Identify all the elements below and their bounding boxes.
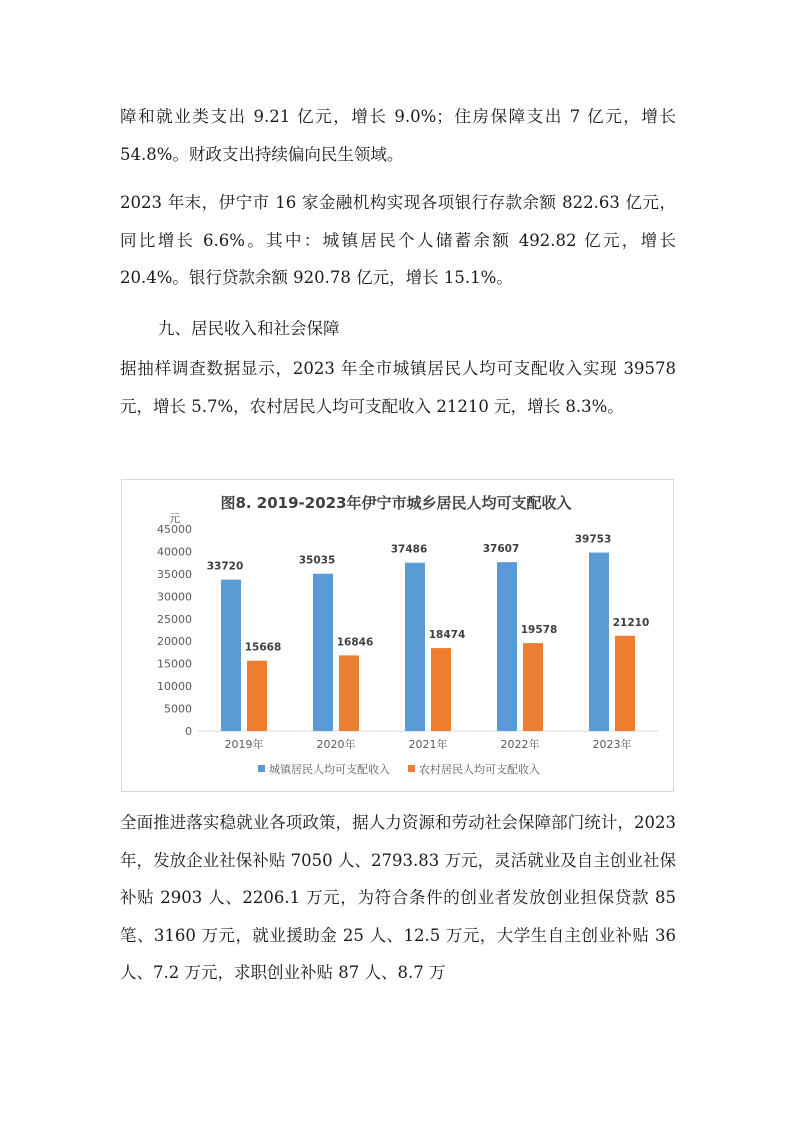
- rural-income-bar: [339, 655, 359, 731]
- urban-income-data-label: 39753: [574, 533, 612, 546]
- y-tick-label: 10000: [157, 680, 192, 694]
- urban-income-bar: [589, 553, 609, 731]
- rural-income-data-label: 18474: [428, 629, 466, 642]
- y-tick-label: 15000: [157, 657, 192, 671]
- rural-income-data-label: 21210: [612, 616, 650, 629]
- urban-income-bar: [497, 562, 517, 731]
- paragraph-income: 据抽样调查数据显示，2023 年全市城镇居民人均可支配收入实现 39578 元，增长 5.7%，农村居民人均可支配收入 21210 元，增长 8.3%。: [120, 359, 676, 416]
- urban-income-bar: [221, 580, 241, 731]
- y-axis-unit: 元: [169, 512, 180, 525]
- income-chart: [121, 479, 674, 792]
- urban-income-data-label: 33720: [206, 560, 244, 573]
- rural-income-data-label: 19578: [520, 624, 558, 637]
- rural-income-bar: [431, 648, 451, 731]
- rural-legend-label: 农村居民人均可支配收入: [419, 763, 540, 776]
- paragraph-employment: 全面推进落实稳就业各项政策，据人力资源和劳动社会保障部门统计，2023 年，发放企业社保补贴 7050 人、2793.83 万元，灵活就业及自主创业社保补贴 2903 人、2206.1 万元，为符合条件的创业者发放创业担保贷款 85 笔、3160 万元，就业援助金 25 人、12.5 万元，大学生自主创业补贴 36 人、7.2 万元，求职创业补贴 87 人、8.7 万: [120, 813, 676, 982]
- urban-income-data-label: 37607: [482, 543, 520, 556]
- x-tick-label: 2020年: [316, 738, 356, 751]
- y-tick-label: 0: [185, 725, 192, 738]
- urban-income-bar: [405, 563, 425, 731]
- paragraph-fiscal-spending: 障和就业类支出 9.21 亿元，增长 9.0%；住房保障支出 7 亿元，增长 54.8%。财政支出持续偏向民生领域。: [120, 107, 676, 164]
- rural-income-bar: [615, 636, 635, 731]
- y-tick-label: 25000: [157, 612, 192, 626]
- urban-income-data-label: 37486: [390, 543, 428, 556]
- section-heading-income: 九、居民收入和社会保障: [158, 319, 340, 338]
- x-tick-label: 2019年: [224, 738, 264, 751]
- y-tick-label: 30000: [157, 590, 192, 604]
- x-tick-label: 2022年: [500, 738, 540, 751]
- urban-income-bar: [313, 574, 333, 731]
- y-tick-label: 45000: [157, 523, 192, 536]
- rural-income-data-label: 15668: [244, 641, 282, 654]
- y-tick-label: 5000: [164, 702, 192, 716]
- x-tick-label: 2021年: [408, 738, 448, 751]
- urban-income-data-label: 35035: [298, 554, 336, 567]
- rural-income-bar: [247, 661, 267, 731]
- y-tick-label: 20000: [157, 635, 192, 649]
- urban-legend-swatch: [258, 765, 265, 772]
- y-tick-label: 35000: [157, 567, 192, 581]
- x-tick-label: 2023年: [592, 738, 632, 751]
- rural-income-data-label: 16846: [336, 636, 374, 649]
- rural-income-bar: [523, 643, 543, 731]
- urban-legend-label: 城镇居民人均可支配收入: [269, 763, 390, 776]
- y-tick-label: 40000: [157, 545, 192, 559]
- rural-legend-swatch: [408, 765, 415, 772]
- income-chart-svg: [122, 480, 675, 793]
- paragraph-bank-deposits: 2023 年末，伊宁市 16 家金融机构实现各项银行存款余额 822.63 亿元，同比增长 6.6%。其中：城镇居民个人储蓄余额 492.82 亿元，增长 20.4%。银行贷款余额 920.78 亿元，增长 15.1%。: [120, 193, 676, 287]
- chart-title: 图8. 2019-2023年伊宁市城乡居民人均可支配收入: [220, 494, 572, 512]
